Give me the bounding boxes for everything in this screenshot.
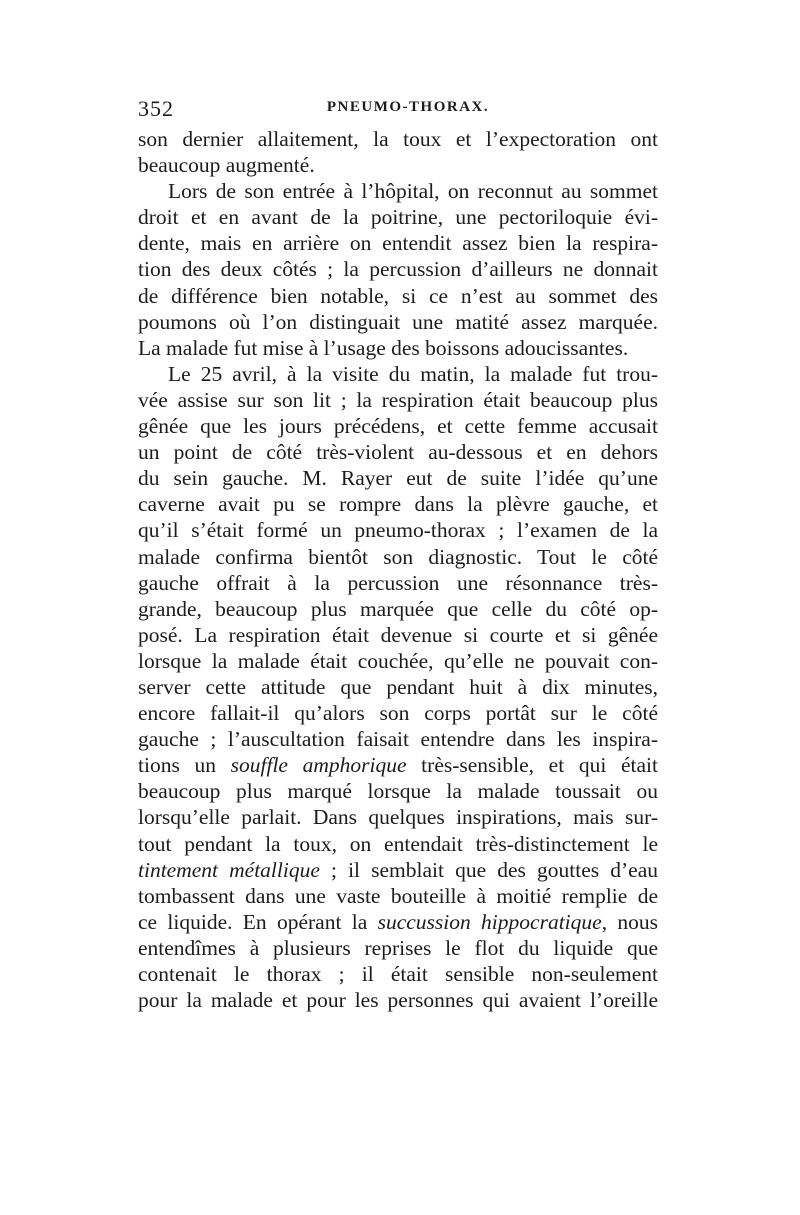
text-segment: , nous xyxy=(601,909,658,934)
text-line: vée assise sur son lit ; la respiration était beaucoup plus xyxy=(138,387,658,412)
running-head: PNEUMO-THORAX. xyxy=(326,99,490,115)
text-line: beaucoup plus marqué lorsque la malade toussait ou xyxy=(138,779,658,804)
text-line: contenait le thorax ; il était sensible non-seulement xyxy=(138,962,658,986)
text-line: qu’il s’était formé un pneumo-thorax ; l’examen de la xyxy=(138,518,658,543)
text-line xyxy=(138,857,658,883)
text-line: tion des deux côtés ; la percussion d’ailleurs ne donnait xyxy=(138,257,658,282)
text-line: droit et en avant de la poitrine, une pectoriloquie évi- xyxy=(138,205,658,230)
text-line: Le 25 avril, à la visite du matin, la malade fut trou- xyxy=(168,361,658,386)
text-line: son dernier allaitement, la toux et l’expectoration ont xyxy=(138,127,658,151)
text-line: lorsque la malade était couchée, qu’elle ne pouvait con- xyxy=(138,648,658,673)
text-line: server cette attitude que pendant huit à dix minutes, xyxy=(138,674,658,699)
text-line: poumons où l’on distinguait une matité assez marquée. xyxy=(138,309,658,334)
text-line: posé. La respiration était devenue si courte et si gênée xyxy=(138,622,658,647)
text-segment: ; il semblait que des gouttes d’eau xyxy=(319,857,658,882)
text-line: caverne avait pu se rompre dans la plèvre gauche, et xyxy=(138,492,658,517)
page-header xyxy=(138,96,658,126)
text-line: entendîmes à plusieurs reprises le flot du liquide que xyxy=(138,935,658,960)
text-line: de différence bien notable, si ce n’est au sommet des xyxy=(138,283,658,308)
text-line: encore fallait-il qu’alors son corps portât sur le côté xyxy=(138,701,658,726)
text-line: tombassent dans une vaste bouteille à moitié remplie de xyxy=(138,883,658,908)
book-page xyxy=(138,96,658,1013)
text-line: gênée que les jours précédens, et cette femme accusait xyxy=(138,414,658,439)
page-number: 352 xyxy=(138,96,174,121)
text-line: malade confirma bientôt son diagnostic. Tout le côté xyxy=(138,544,658,569)
text-line: gauche ; l’auscultation faisait entendre dans les inspira- xyxy=(138,727,658,752)
italic-term: succussion hippocratique xyxy=(377,909,602,934)
text-line xyxy=(138,752,658,778)
text-line: pour la malade et pour les personnes qui avaient l’oreille xyxy=(138,988,658,1013)
text-line: Lors de son entrée à l’hôpital, on reconnut au sommet xyxy=(168,179,658,204)
text-line: lorsqu’elle parlait. Dans quelques inspirations, mais sur- xyxy=(138,805,658,830)
italic-term: souffle amphorique xyxy=(230,753,407,778)
text-line: tout pendant la toux, on entendait très-distinctement le xyxy=(138,831,658,856)
text-line: beaucoup augmenté. xyxy=(138,153,315,178)
text-segment: tions un xyxy=(138,753,231,778)
text-line: La malade fut mise à l’usage des boissons adoucissantes. xyxy=(138,335,629,360)
text-line xyxy=(138,909,658,935)
text-line: dente, mais en arrière on entendit assez bien la respira- xyxy=(138,231,658,256)
text-line: gauche offrait à la percussion une résonnance très- xyxy=(138,570,658,595)
text-segment: très-sensible, et qui était xyxy=(406,753,658,778)
text-line: grande, beaucoup plus marquée que celle du côté op- xyxy=(138,596,658,621)
text-segment: ce liquide. En opérant la xyxy=(138,909,378,934)
text-line: du sein gauche. M. Rayer eut de suite l’idée qu’une xyxy=(138,466,658,491)
text-line: un point de côté très-violent au-dessous et en dehors xyxy=(138,440,658,465)
body-text xyxy=(138,126,658,1013)
italic-term: tintement métallique xyxy=(138,857,320,882)
